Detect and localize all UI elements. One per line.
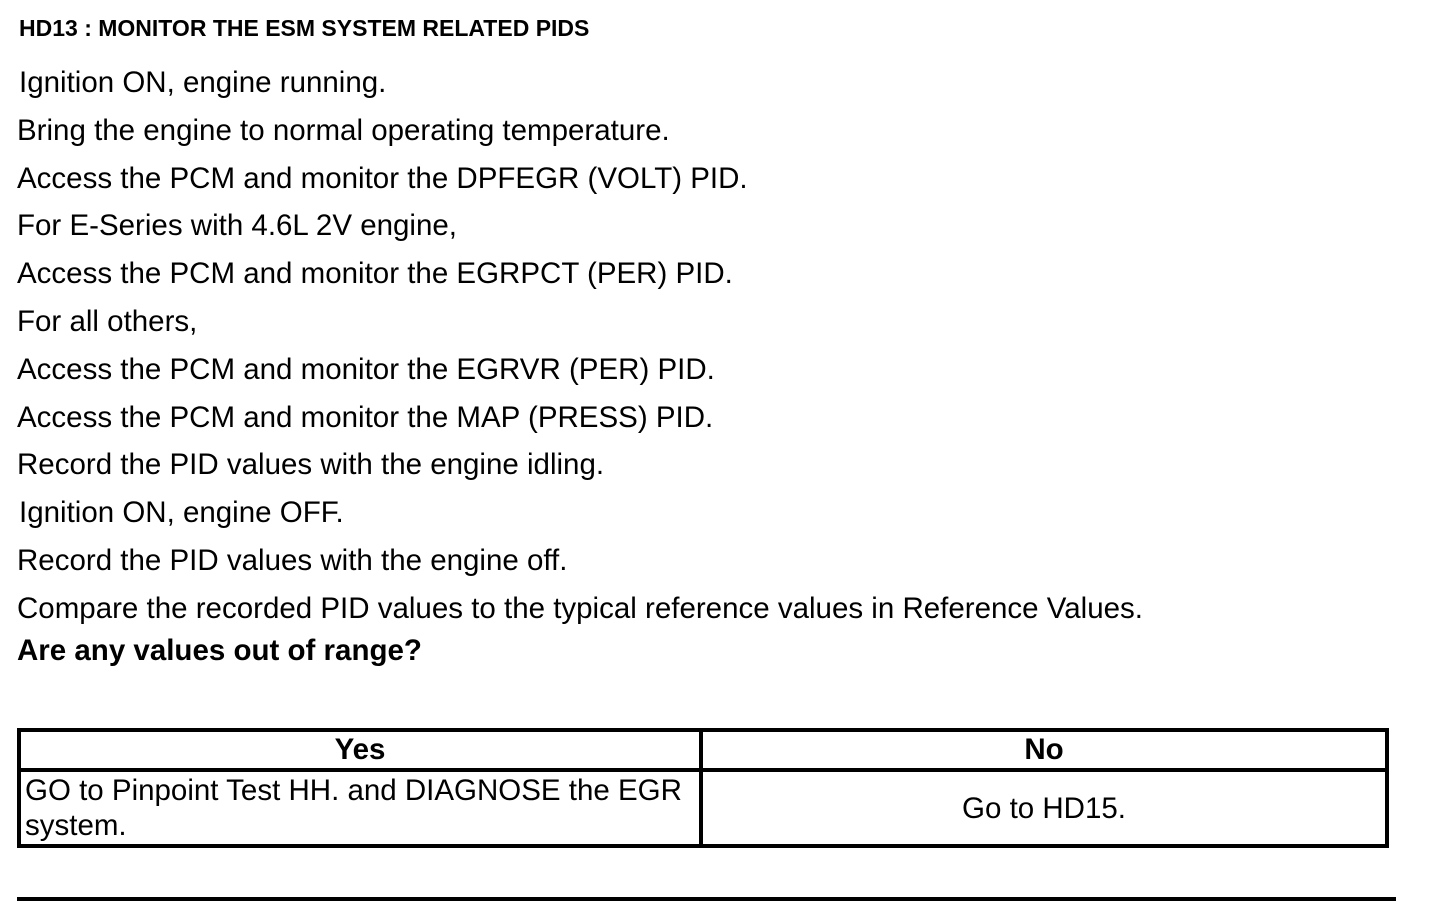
yes-header: Yes bbox=[19, 730, 701, 770]
result-table-row bbox=[19, 770, 1387, 846]
procedure-step: Access the PCM and monitor the MAP (PRESS) PID. bbox=[17, 400, 714, 434]
step-heading: HD13 : MONITOR THE ESM SYSTEM RELATED PIDS bbox=[19, 15, 590, 41]
procedure-step: Access the PCM and monitor the EGRPCT (PER) PID. bbox=[17, 257, 733, 291]
no-action: Go to HD15. bbox=[701, 770, 1387, 846]
procedure-step: Access the PCM and monitor the EGRVR (PER) PID. bbox=[17, 352, 715, 386]
procedure-step: Compare the recorded PID values to the typical reference values in Reference Values. bbox=[17, 591, 1143, 625]
procedure-step: Ignition ON, engine OFF. bbox=[19, 496, 344, 530]
procedure-step: For E-Series with 4.6L 2V engine, bbox=[17, 209, 457, 243]
no-header: No bbox=[701, 730, 1387, 770]
result-table-header-row bbox=[19, 730, 1387, 770]
procedure-step: Ignition ON, engine running. bbox=[19, 66, 387, 99]
procedure-steps bbox=[17, 59, 1143, 633]
procedure-step: Access the PCM and monitor the DPFEGR (VOLT) PID. bbox=[17, 161, 748, 195]
procedure-step: For all others, bbox=[17, 304, 198, 338]
procedure-step: Record the PID values with the engine idling. bbox=[17, 448, 605, 482]
yes-action: GO to Pinpoint Test HH. and DIAGNOSE the EGR system. bbox=[19, 770, 701, 846]
procedure-step: Record the PID values with the engine off. bbox=[17, 543, 568, 577]
bottom-divider bbox=[17, 897, 1396, 901]
procedure-step: Bring the engine to normal operating temperature. bbox=[17, 113, 670, 147]
result-table bbox=[17, 728, 1389, 848]
diagnostic-question: Are any values out of range? bbox=[17, 634, 422, 667]
